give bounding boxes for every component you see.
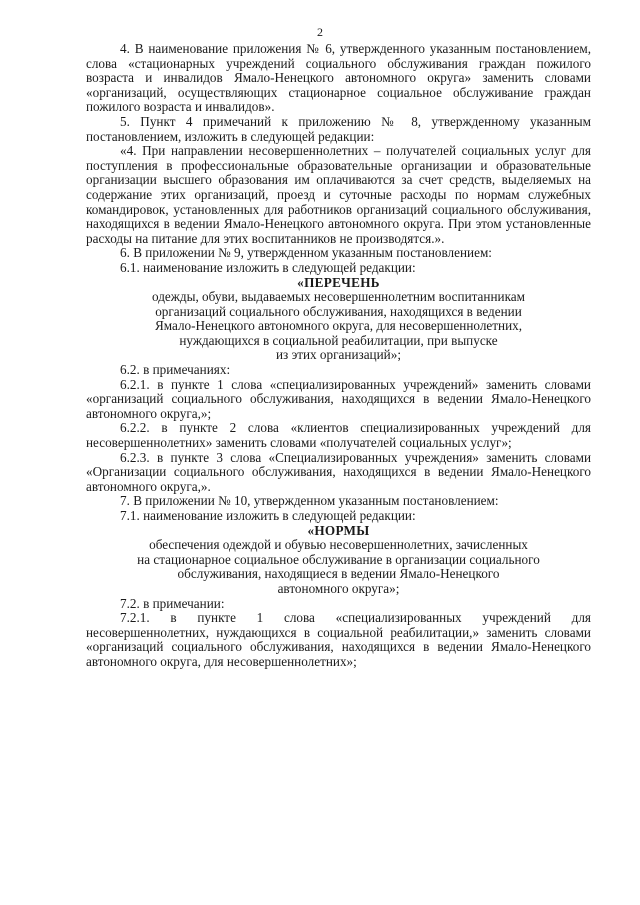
paragraph: 6.2. в примечаниях: [120,362,231,378]
paragraph: 5. Пункт 4 примечаний к приложению № 8, утвержденному указанным постановлением, изложить в следующей редакции: [86,113,591,144]
title-line: обслуживания, находящиеся в ведении Ямало-Ненецкого [177,566,500,582]
paragraph: 7. В приложении № 10, утвержденном указанным постановлением: [120,493,499,509]
paragraph: 7.2.1. в пункте 1 слова «специализированных учреждений для несовершеннолетних, нуждающихся в социальной реабилитации,» заменить словами «организаций социального обслуживания, находящихся в ведении Ямало-Ненецкого автономного округа, для несовершеннолетних»; [86,610,591,669]
title-line: организаций социального обслуживания, находящихся в ведении [155,303,522,319]
title-line: нуждающихся в социальной реабилитации, при выпуске [179,332,498,348]
paragraph: 6.2.1. в пункте 1 слова «специализированных учреждений» заменить словами «организаций социального обслуживания, находящихся в ведении Ямало-Ненецкого автономного округа,»; [86,376,591,421]
title-line: обеспечения одеждой и обувью несовершеннолетних, зачисленных [149,537,528,553]
paragraph: 7.2. в примечании: [120,595,225,611]
paragraph: 4. В наименование приложения № 6, утвержденного указанным постановлением, слова «стационарных учреждений социального обслуживания граждан пожилого возраста и инвалидов Ямало-Ненецкого автономного округа» заменить словами «организаций, осуществляющих стационарное социальное обслуживание граждан пожилого возраста и инвалидов». [86,41,591,115]
paragraph: 6.2.3. в пункте 3 слова «Специализированных учреждения» заменить словами «Организации социального обслуживания, находящихся в ведении Ямало-Ненецкого автономного округа,». [86,449,591,494]
title-line: Ямало-Ненецкого автономного округа, для несовершеннолетних, [154,318,523,334]
document-body [86,42,591,670]
title-line: одежды, обуви, выдаваемых несовершеннолетним воспитанникам [152,289,525,305]
page-number: 2 [317,25,323,39]
title-line: из этих организаций»; [276,347,401,363]
paragraph: 6.2.2. в пункте 2 слова «клиентов специализированных учреждений для несовершеннолетних» заменить словами «получателей социальных услуг»; [86,420,591,451]
paragraph: 7.1. наименование изложить в следующей редакции: [120,508,416,523]
paragraph: 6. В приложении № 9, утвержденном указанным постановлением: [120,245,492,261]
section-title: «НОРМЫ [307,522,370,538]
centered-title-lines [86,538,591,596]
title-line: на стационарное социальное обслуживание в организации социального [137,551,540,567]
centered-title-lines [86,290,591,363]
section-title: «ПЕРЕЧЕНЬ [297,274,380,290]
paragraph: 6.1. наименование изложить в следующей редакции: [120,259,416,275]
paragraph: «4. При направлении несовершеннолетних – получателей социальных услуг для поступления в профессиональные образовательные организации и образовательные организации высшего образования им оплачиваются за счет средств, выделяемых на содержание этих организаций, проезд и суточные расходы по нормам служебных командировок, установленных для работников организаций социального обслуживания, находящихся в ведении Ямало-Ненецкого автономного округа. При этом установленные расходы на питание для этих воспитанников не производятся.». [86,143,591,246]
title-line: автономного округа»; [277,580,400,596]
